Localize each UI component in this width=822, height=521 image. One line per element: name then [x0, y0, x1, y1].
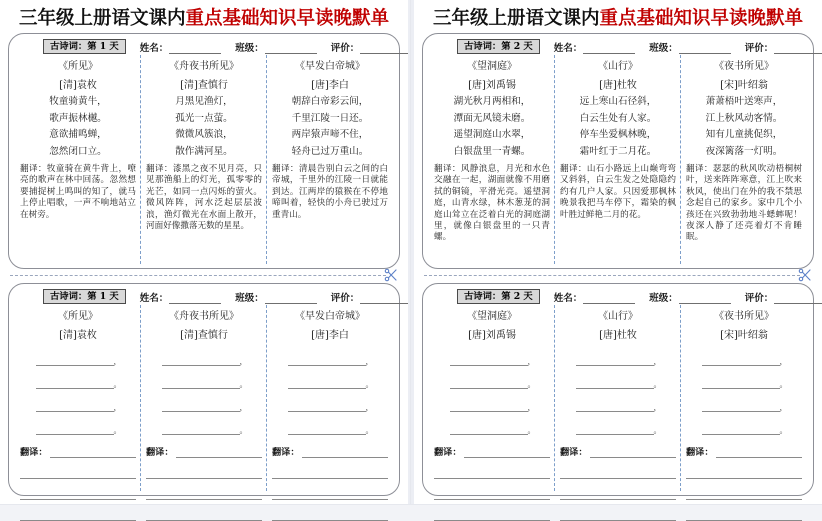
translation-label: 翻译： [686, 447, 714, 458]
verse-punct: 。 [365, 426, 374, 435]
day-card-blank [8, 283, 400, 496]
verse-punct: 。 [239, 380, 248, 389]
poem-author: [清]查慎行 [180, 330, 228, 341]
translation-label: 翻译： [20, 447, 48, 458]
verse-blank[interactable] [686, 423, 802, 435]
verse-punct: 。 [113, 426, 122, 435]
poem-title: 《山行》 [598, 61, 638, 72]
day-badge: 古诗词：第 1 天 [43, 39, 126, 54]
name-input-blank[interactable] [169, 43, 221, 54]
poem-line: 牧童骑黄牛， [49, 96, 107, 107]
poem-line: 白云生处有人家。 [579, 112, 657, 124]
page-title-black: 三年级上册语文课内 [18, 8, 186, 29]
verse-punct: ， [653, 403, 662, 412]
translation-blank-rule[interactable] [434, 509, 550, 521]
poem-title: 《山行》 [598, 311, 638, 322]
class-field[interactable] [649, 40, 731, 54]
verse-punct: 。 [527, 380, 536, 389]
verse-blank[interactable] [434, 400, 550, 412]
poem-column [15, 57, 141, 262]
class-input-blank[interactable] [679, 293, 731, 304]
verse-blank[interactable] [146, 354, 262, 366]
verse-punct: ， [239, 357, 248, 366]
poem-line: 湖光秋月两相和， [453, 96, 531, 107]
name-input-blank[interactable] [169, 293, 221, 304]
poem-author: [清]袁枚 [59, 80, 97, 91]
scissors-icon [796, 267, 814, 283]
verse-blank[interactable] [560, 400, 676, 412]
translation-blank-rule[interactable] [272, 509, 388, 521]
meta-row [429, 39, 807, 54]
poem-author: [清]查慎行 [180, 80, 228, 91]
poem-column [141, 57, 267, 262]
name-label: 姓名： [139, 42, 169, 54]
translation-blank-rule[interactable] [272, 467, 388, 479]
translation-label: 翻译： [560, 447, 588, 458]
verse-blank[interactable] [146, 423, 262, 435]
name-label: 姓名： [139, 292, 169, 304]
translation-blank-first[interactable] [272, 444, 388, 458]
verse-punct: ， [365, 403, 374, 412]
translation-blank-rule[interactable] [686, 488, 802, 500]
page-right [411, 0, 822, 504]
poem-columns-blank [429, 307, 807, 489]
poem-line: 意欲捕鸣蝉， [49, 129, 107, 140]
poem-line: 江上秋风动客情。 [705, 112, 783, 124]
poem-line: 远上寒山石径斜， [579, 96, 657, 107]
name-field[interactable] [554, 40, 636, 54]
translation-blank-rule[interactable] [146, 488, 262, 500]
translation-label: 翻译： [272, 447, 300, 458]
verse-punct: ， [365, 357, 374, 366]
poem-line: 孤光一点萤。 [175, 112, 233, 124]
name-input-blank[interactable] [583, 43, 635, 54]
rating-field[interactable] [745, 40, 822, 54]
verse-punct: ， [239, 403, 248, 412]
poem-author: [宋]叶绍翁 [720, 330, 768, 341]
day-card-blank [422, 283, 814, 496]
rating-field[interactable] [745, 290, 822, 304]
verse-blank[interactable] [272, 400, 388, 412]
poem-column-blank [555, 307, 681, 489]
verse-blank[interactable] [560, 423, 676, 435]
poem-title: 《望洞庭》 [467, 61, 517, 72]
poem-author: [宋]叶绍翁 [720, 80, 768, 91]
poem-line: 霜叶红于二月花。 [579, 145, 657, 157]
translation-blank-rule[interactable] [146, 467, 262, 479]
class-label: 班级： [235, 292, 264, 304]
translation-blank-rule[interactable] [560, 467, 676, 479]
rating-input-blank[interactable] [360, 43, 408, 54]
verse-punct: ， [527, 357, 536, 366]
poem-columns [15, 57, 393, 262]
poem-line: 停车坐爱枫林晚， [579, 129, 657, 140]
day-card-filled [422, 33, 814, 269]
verse-punct: ， [779, 403, 788, 412]
poem-author: [唐]杜牧 [599, 80, 637, 91]
translation-blank-rule[interactable] [434, 467, 550, 479]
poem-translation: 翻译：牧童骑在黄牛背上，嘹亮的歌声在林中回荡。忽然想要捕捉树上鸣叫的知了，就马上停止唱歌，一声不响地站立在树旁。 [20, 164, 136, 220]
poem-title: 《所见》 [58, 61, 98, 72]
cut-line-dashes [10, 275, 386, 276]
verse-punct: 。 [239, 426, 248, 435]
meta-row [429, 289, 807, 304]
name-field[interactable] [554, 290, 636, 304]
poem-translation: 翻译：漆黑之夜不见月亮，只见那渔船上的灯光，孤零零的光芒，如同一点闪烁的萤火。微风阵阵，河水泛起层层波浪，渔灯微光在水面上散开，河面好像撒落无数的星星。 [146, 164, 262, 232]
poem-author: [清]袁枚 [59, 330, 97, 341]
verse-blank[interactable] [434, 423, 550, 435]
rating-input-blank[interactable] [774, 43, 822, 54]
translation-label: 翻译： [434, 447, 462, 458]
poem-column [555, 57, 681, 262]
poem-line: 夜深篱落一灯明。 [705, 145, 783, 157]
poem-translation: 翻译：山石小路远上山巅弯弯又斜斜，白云生发之处隐隐约约有几户人家。只因爱那枫林晚景我把马车停下，霜染的枫叶胜过鲜艳二月的花。 [560, 164, 676, 220]
poem-title: 《所见》 [58, 311, 98, 322]
poem-title: 《舟夜书所见》 [169, 311, 239, 322]
rating-input-blank[interactable] [774, 293, 822, 304]
poem-title: 《夜书所见》 [714, 311, 774, 322]
name-input-blank[interactable] [583, 293, 635, 304]
meta-row [15, 289, 393, 304]
poem-line: 白银盘里一青螺。 [453, 145, 531, 157]
poem-translation: 翻译：风静浪息，月光和水色交融在一起，湖面就像不用磨拭的铜镜，平滑光亮。遥望洞庭，山青水绿，林木葱茏的洞庭山耸立在泛着白光的洞庭湖里，就像白银盘里的一只青螺。 [434, 164, 550, 243]
verse-blank[interactable] [434, 377, 550, 389]
page-title-black: 三年级上册语文课内 [432, 8, 600, 29]
verse-blank[interactable] [20, 400, 136, 412]
translation-blank-first[interactable] [560, 444, 676, 458]
name-label: 姓名： [553, 42, 583, 54]
cut-line [422, 271, 814, 279]
verse-blank[interactable] [20, 354, 136, 366]
translation-blank-rule[interactable] [20, 509, 136, 521]
day-card-filled [8, 33, 400, 269]
poem-title: 《夜书所见》 [714, 61, 774, 72]
poem-title: 《早发白帝城》 [295, 311, 365, 322]
poem-line: 月黑见渔灯， [175, 96, 233, 107]
poem-line: 两岸猿声啼不住， [291, 129, 369, 140]
verse-punct: 。 [779, 380, 788, 389]
poem-column-blank [429, 307, 555, 489]
verse-punct: 。 [113, 380, 122, 389]
class-field[interactable] [235, 40, 317, 54]
poem-title: 《早发白帝城》 [295, 61, 365, 72]
class-input-blank[interactable] [265, 293, 317, 304]
translation-blank-first[interactable] [146, 444, 262, 458]
verse-blank[interactable] [272, 377, 388, 389]
translation-blank-rule[interactable] [560, 488, 676, 500]
translation-blank-rule[interactable] [686, 467, 802, 479]
poem-title: 《望洞庭》 [467, 311, 517, 322]
poem-column-blank [681, 307, 807, 489]
translation-blank-first[interactable] [434, 444, 550, 458]
translation-blank-first[interactable] [20, 444, 136, 458]
poem-line: 潭面无风镜未磨。 [453, 112, 531, 124]
rating-label: 评价： [330, 42, 360, 54]
poem-translation: 翻译：瑟瑟的秋风吹动梧桐树叶，送来阵阵寒意，江上吹来秋风，使出门在外的我不禁思念起自己的家乡。家中几个小孩还在兴致勃勃地斗蟋蟀呢！夜深人静了还亮着灯不肯睡眠。 [686, 164, 802, 243]
poem-line: 微微风簇浪， [175, 129, 233, 140]
verse-punct: 。 [365, 380, 374, 389]
poem-line: 知有儿童挑促织， [705, 129, 783, 140]
translation-blank-rule[interactable] [20, 467, 136, 479]
poem-line: 朝辞白帝彩云间， [291, 96, 369, 107]
verse-blank[interactable] [686, 377, 802, 389]
day-badge: 古诗词：第 1 天 [43, 289, 126, 304]
poem-column [681, 57, 807, 262]
poem-column-blank [267, 307, 393, 489]
verse-blank[interactable] [686, 400, 802, 412]
verse-punct: 。 [527, 426, 536, 435]
poem-translation: 翻译：清晨告别白云之间的白帝城，千里外的江陵一日就能到达。江两岸的猿猴在不停地啼叫着，轻快的小舟已驶过万重青山。 [272, 164, 388, 220]
poem-author: [唐]刘禹锡 [468, 80, 516, 91]
poem-title: 《舟夜书所见》 [169, 61, 239, 72]
translation-blank-rule[interactable] [560, 509, 676, 521]
class-label: 班级： [649, 42, 678, 54]
page-title [8, 6, 400, 32]
scissors-icon [382, 267, 400, 283]
rating-label: 评价： [330, 292, 360, 304]
verse-punct: ， [113, 403, 122, 412]
page-title [422, 6, 814, 32]
poem-column [429, 57, 555, 262]
poem-line: 遥望洞庭山水翠， [453, 129, 531, 140]
rating-field[interactable] [331, 290, 409, 304]
class-input-blank[interactable] [679, 43, 731, 54]
verse-punct: ， [653, 357, 662, 366]
poem-author: [唐]李白 [311, 330, 349, 341]
verse-punct: ， [527, 403, 536, 412]
verse-punct: 。 [653, 380, 662, 389]
cut-line [8, 271, 400, 279]
translation-blank-rule[interactable] [20, 488, 136, 500]
page-title-red: 重点基础知识早读晚默单 [185, 8, 390, 29]
verse-punct: 。 [653, 426, 662, 435]
verse-blank[interactable] [560, 354, 676, 366]
meta-row [15, 39, 393, 54]
poem-author: [唐]李白 [311, 80, 349, 91]
poem-author: [唐]刘禹锡 [468, 330, 516, 341]
translation-blank-rule[interactable] [686, 509, 802, 521]
rating-input-blank[interactable] [360, 293, 408, 304]
page-title-red: 重点基础知识早读晚默单 [599, 8, 804, 29]
class-label: 班级： [235, 42, 264, 54]
class-input-blank[interactable] [265, 43, 317, 54]
poem-line: 歌声振林樾。 [49, 112, 107, 124]
poem-line: 萧萧梧叶送寒声， [705, 96, 783, 107]
verse-punct: ， [113, 357, 122, 366]
name-field[interactable] [140, 40, 222, 54]
poem-column-blank [15, 307, 141, 489]
poem-line: 千里江陵一日还。 [291, 112, 369, 124]
translation-blank-rule[interactable] [434, 488, 550, 500]
verse-punct: 。 [779, 426, 788, 435]
day-badge: 古诗词：第 2 天 [457, 289, 540, 304]
class-label: 班级： [649, 292, 678, 304]
poem-line: 忽然闭口立。 [49, 145, 107, 157]
name-label: 姓名： [553, 292, 583, 304]
verse-blank[interactable] [434, 354, 550, 366]
verse-blank[interactable] [272, 354, 388, 366]
translation-blank-rule[interactable] [272, 488, 388, 500]
name-field[interactable] [140, 290, 222, 304]
poem-columns [429, 57, 807, 262]
poem-line: 散作满河星。 [175, 145, 233, 157]
cut-line-dashes [424, 275, 800, 276]
verse-blank[interactable] [272, 423, 388, 435]
poem-column-blank [141, 307, 267, 489]
class-field[interactable] [649, 290, 731, 304]
verse-blank[interactable] [686, 354, 802, 366]
verse-blank[interactable] [20, 377, 136, 389]
verse-punct: ， [779, 357, 788, 366]
poem-columns-blank [15, 307, 393, 489]
rating-label: 评价： [744, 292, 774, 304]
translation-blank-first[interactable] [686, 444, 802, 458]
verse-blank[interactable] [560, 377, 676, 389]
verse-blank[interactable] [146, 400, 262, 412]
poem-column [267, 57, 393, 262]
class-field[interactable] [235, 290, 317, 304]
poem-line: 轻舟已过万重山。 [291, 145, 369, 157]
translation-label: 翻译： [146, 447, 174, 458]
translation-blank-rule[interactable] [146, 509, 262, 521]
poem-author: [唐]杜牧 [599, 330, 637, 341]
day-badge: 古诗词：第 2 天 [457, 39, 540, 54]
rating-label: 评价： [744, 42, 774, 54]
rating-field[interactable] [331, 40, 409, 54]
verse-blank[interactable] [20, 423, 136, 435]
page-left [0, 0, 411, 504]
verse-blank[interactable] [146, 377, 262, 389]
